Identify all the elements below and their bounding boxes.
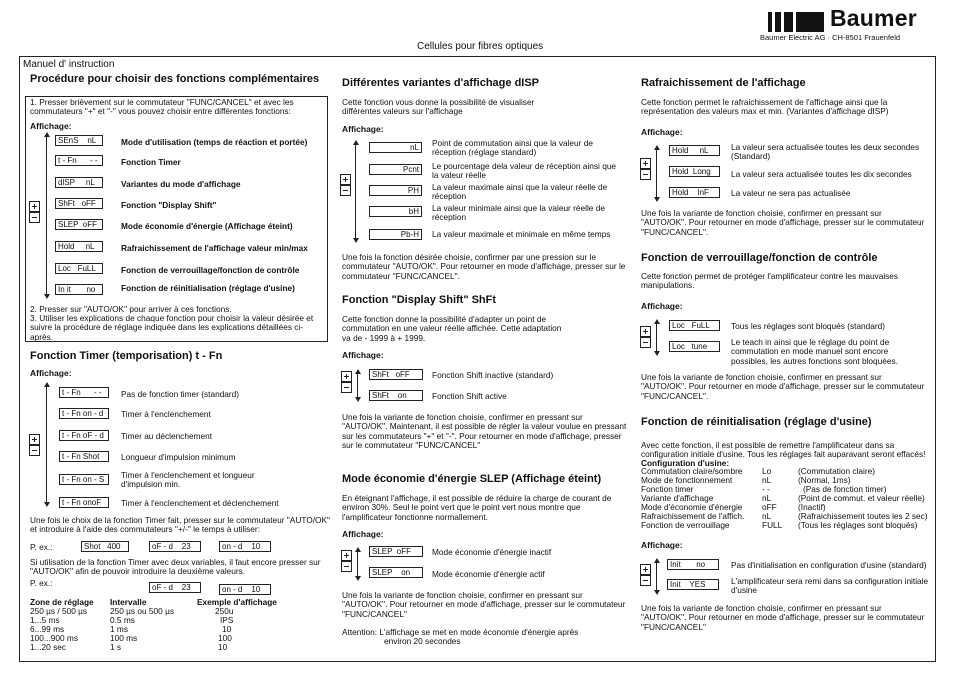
menu-display-shift[interactable]: ShFt oFF [55, 198, 103, 209]
example-label-2: P. ex.: [30, 578, 53, 588]
shift-display-off[interactable]: ShFt oFF [369, 369, 423, 380]
disp-plus-minus-keys-icon [340, 174, 351, 196]
hold-down-arrow-icon [654, 197, 660, 202]
brand-logo: Baumer [830, 5, 917, 31]
table-cell: 250 µs ou 500 µs [110, 606, 174, 616]
example2-display-of-d[interactable]: oF - d 23 [149, 582, 201, 593]
variable-text: Si utilisation de la fonction Timer avec deux variables, il faut encore presser sur "AUTO/OK" afin de pouvoir introduire la deuxième valeurs. [30, 557, 321, 577]
timer-label-of-d: Timer au déclenchement [121, 431, 213, 441]
up-arrow-icon [44, 132, 50, 137]
loc-affichage-label: Affichage: [641, 301, 683, 311]
shift-intro: Cette fonction donne la possibilité d'adapter un point de commutation en une valeur réelle affichée. Cette adaptation va de - 1999 à + 1999. [342, 314, 562, 343]
hold-display-long[interactable]: Hold Long [669, 166, 720, 177]
table-cell: 100...900 ms [30, 633, 78, 643]
init-affichage-label: Affichage: [641, 540, 683, 550]
sleep-display-on[interactable]: SLEP on [369, 567, 423, 578]
config-note: (Inactif) [798, 502, 826, 512]
hold-plus-minus-keys-icon [640, 158, 651, 180]
timer-plus-minus-keys-icon [29, 434, 40, 456]
config-name: Fonction timer [641, 484, 694, 494]
config-value: Lo [762, 466, 772, 476]
menu-label-timer: Fonction Timer [121, 157, 181, 167]
loc-down-arrow-icon [654, 351, 660, 356]
shift-plus-minus-keys-icon [341, 371, 352, 393]
disp-label-ph: La valeur maximale ainsi que la valeur réelle de réception [432, 182, 608, 202]
menu-display-loc[interactable]: Loc FuLL [55, 263, 103, 274]
timer-affichage-label: Affichage: [30, 368, 72, 378]
menu-display-init[interactable]: In it no [55, 284, 103, 295]
timer-label-shot: Longueur d'impulsion minimum [121, 452, 236, 462]
config-note: (Normal, 1ms) [798, 475, 851, 485]
disp-title: Différentes variantes d'affichage dISP [342, 77, 540, 89]
timer-display-on-d[interactable]: t - Fn on - d [59, 408, 109, 419]
menu-label-hold: Rafraichissement de l'affichage valeur min/max [121, 243, 308, 253]
disp-label-pcnt: Le pourcentage dela valeur de réception ainsi que la valeur réelle [432, 161, 617, 181]
sleep-up-arrow-icon [355, 547, 361, 552]
hold-title: Rafraichissement de l'affichage [641, 77, 806, 89]
hold-intro: Cette fonction permet le rafraichissement de l'affichage ainsi que la représentation des valeurs max et min. (Variantes d'affichage dISP) [641, 97, 889, 117]
shift-confirm: Une fois la variante de fonction choisie, confirmer en pressant sur "AUTO/OK". Maintenant, il est possible de régler la valeur voulue en pressant sur les commutateurs "+" et "-". Pour retourner en mode d'affichage, presser sur le commutateur "FUNC/CANCEL" [342, 412, 627, 450]
table-cell: 100 ms [110, 633, 138, 643]
hold-confirm: Une fois la variante de fonction choisie, confirmer en pressant sur "AUTO/OK". Pour retourner en mode d'affichage, presser sur le commutateur "FUNC/CANCEL". [641, 208, 925, 237]
menu-display-sleep[interactable]: SLEP oFF [55, 219, 103, 230]
sleep-attention-2: environ 20 secondes [384, 636, 461, 646]
menu-display-sens[interactable]: SEnS nL [55, 135, 103, 146]
disp-scroll-line [355, 144, 356, 240]
down-arrow-icon [44, 294, 50, 299]
hold-display-inf[interactable]: Hold InF [669, 187, 720, 198]
disp-label-pbh: La valeur maximale et minimale en même temps [432, 229, 611, 239]
timer-scroll-line [46, 386, 47, 504]
sleep-label-on: Mode économie d'énergie actif [432, 569, 545, 579]
timer-display-shot[interactable]: t - Fn Shot [59, 451, 109, 462]
loc-display-full[interactable]: Loc FuLL [669, 320, 720, 331]
config-note: (Rafraichissement toutes les 2 sec) [798, 511, 928, 521]
timer-title: Fonction Timer (temporisation) t - Fn [30, 350, 223, 362]
step-1: 1. Presser brièvement sur le commutateur "FUNC/CANCEL" et avec les commutateurs "+" et "-" vous pouvez choisir entre différentes fonctions: [30, 97, 294, 117]
disp-intro: Cette fonction vous donne la possibilité de visualiser différentes valeurs sur l'affichage [342, 97, 535, 117]
document-title: Cellules pour fibres optiques [417, 41, 544, 52]
plus-minus-keys-icon [29, 201, 40, 223]
sleep-title: Mode économie d'énergie SLEP (Affichage éteint) [342, 473, 602, 485]
timer-up-arrow-icon [44, 382, 50, 387]
config-value: - - [762, 484, 770, 494]
timer-label-none: Pas de fonction timer (standard) [121, 389, 240, 399]
table-cell: 100 [218, 633, 232, 643]
hold-affichage-label: Affichage: [641, 127, 683, 137]
sleep-confirm: Une fois la variante de fonction choisie, confirmer en pressant sur "AUTO/OK". Pour retourner en mode d'affichage, presser sur le commutateur "FUNC/CANCEL" [342, 590, 626, 619]
sleep-label-off: Mode économie d'énergie inactif [432, 547, 552, 557]
config-note: (Point de commut. et valeur réelle) [798, 493, 925, 503]
example-display-shot[interactable]: Shot 400 [81, 541, 129, 552]
hold-up-arrow-icon [654, 145, 660, 150]
timer-display-on-s[interactable]: t - Fn on - S [59, 474, 109, 485]
init-confirm: Une fois la variante de fonction choisie, confirmer en pressant sur "AUTO/OK". Pour retourner en mode d'affichage, presser sur le commutateur "FUNC/CANCEL" [641, 603, 925, 632]
hold-display-nl[interactable]: Hold nL [669, 145, 720, 156]
timer-display-none[interactable]: t - Fn - - [59, 387, 109, 398]
baumer-logo-bars [768, 12, 826, 32]
hold-label-inf: La valeur ne sera pas actualisée [731, 188, 851, 198]
disp-display-pbh[interactable]: Pb-H [369, 229, 422, 240]
shift-up-arrow-icon [355, 369, 361, 374]
config-note: (Tous les réglages sont bloqués) [798, 520, 918, 530]
shift-display-on[interactable]: ShFt on [369, 390, 423, 401]
timer-confirm-text: Une fois le choix de la fonction Timer fait, presser sur le commutateur "AUTO/OK" et introduire à l'aide des commutateurs "+/-" le temps à utiliser: [30, 515, 330, 535]
disp-display-ph[interactable]: PH [369, 185, 422, 196]
config-name: Commutation claire/sombre [641, 466, 743, 476]
table-header-interval: Intervalle [110, 597, 147, 607]
menu-display-hold[interactable]: Hold nL [55, 241, 103, 252]
menu-label-loc: Fonction de verrouillage/fonction de contrôle [121, 265, 300, 275]
timer-display-of-d[interactable]: t - Fn oF - d [59, 430, 109, 441]
shift-scroll-line [357, 373, 358, 399]
example2-display-on-d[interactable]: on - d 10 [219, 584, 271, 595]
shift-label-off: Fonction Shift inactive (standard) [432, 370, 554, 380]
example-label-1: P. ex.: [30, 542, 53, 552]
table-cell: 1 ms [110, 624, 128, 634]
config-name: Mode de fonctionnement [641, 475, 733, 485]
init-up-arrow-icon [654, 558, 660, 563]
loc-title: Fonction de verrouillage/fonction de contrôle [641, 252, 878, 264]
sleep-down-arrow-icon [355, 576, 361, 581]
disp-up-arrow-icon [353, 140, 359, 145]
table-cell: 250 µs / 500 µs [30, 606, 88, 616]
init-plus-minus-keys-icon [640, 564, 651, 586]
disp-label-bh: La valeur minimale ainsi que la valeur réelle de réception [432, 203, 605, 223]
timer-label-on-d: Timer à l'enclenchement [121, 409, 211, 419]
config-name: Mode d'économie d'énergie [641, 502, 743, 512]
sleep-plus-minus-keys-icon [341, 550, 352, 572]
timer-label-on-s: Timer à l'enclenchement et longueur d'impulsion min. [121, 470, 255, 490]
affichage-label: Affichage: [30, 121, 72, 131]
shift-down-arrow-icon [355, 397, 361, 402]
table-cell: 1...5 ms [30, 615, 60, 625]
timer-display-onof[interactable]: t - Fn onoF [59, 497, 109, 508]
config-value: oFF [762, 502, 777, 512]
disp-display-bh[interactable]: bH [369, 206, 422, 217]
config-value: FULL [762, 520, 783, 530]
shift-affichage-label: Affichage: [342, 350, 384, 360]
step-2: 2. Presser sur "AUTO/OK" pour arriver à ces fonctions. [30, 304, 232, 314]
config-name: Variante d'affichage [641, 493, 714, 503]
table-cell: 1 s [110, 642, 122, 652]
config-note: (Commutation claire) [798, 466, 875, 476]
init-scroll-line [656, 562, 657, 592]
shift-title: Fonction "Display Shift" ShFt [342, 294, 497, 306]
loc-display-tune[interactable]: Loc tune [669, 341, 720, 352]
loc-plus-minus-keys-icon [640, 326, 651, 348]
loc-intro: Cette fonction permet de protéger l'amplificateur contre les mauvaises manipulations. [641, 271, 899, 291]
manual-label: Manuel d' instruction [23, 59, 115, 70]
company-info: Baumer Electric AG · CH-8501 Frauenfeld [760, 33, 901, 42]
config-value: nL [762, 493, 772, 503]
procedure-title: Procédure pour choisir des fonctions complémentaires [30, 73, 320, 85]
shift-label-on: Fonction Shift active [432, 391, 507, 401]
sleep-display-off[interactable]: SLEP oFF [369, 546, 423, 557]
example-display-on-d[interactable]: on - d 10 [219, 541, 271, 552]
menu-label-disp: Variantes du mode d'affichage [121, 179, 241, 189]
sleep-affichage-label: Affichage: [342, 529, 384, 539]
hold-scroll-line [656, 149, 657, 199]
hold-label-nl: La valeur sera actualisée toutes les deux secondes (Standard) [731, 142, 920, 162]
config-note: (Pas de fonction timer) [803, 484, 887, 494]
disp-down-arrow-icon [353, 238, 359, 243]
table-header-zone: Zone de réglage [30, 597, 94, 607]
sleep-attention: Attention: L'affichage se met en mode économie d'énergie après [342, 627, 579, 637]
menu-display-timer[interactable]: t - Fn - - [55, 155, 103, 166]
config-value: nL [762, 475, 772, 485]
loc-up-arrow-icon [654, 319, 660, 324]
menu-label-sens: Mode d'utilisation (temps de réaction et portée) [121, 137, 308, 147]
menu-label-init: Fonction de réinitialisation (réglage d'usine) [121, 283, 295, 293]
menu-label-sleep: Mode économie d'énergie (Affichage éteint) [121, 221, 293, 231]
table-cell: 10 [222, 624, 232, 634]
table-cell: 6...99 ms [30, 624, 65, 634]
init-title: Fonction de réinitialisation (réglage d'usine) [641, 416, 872, 428]
timer-label-onof: Timer à l'enclenchement et déclenchement [121, 498, 279, 508]
table-cell: IPS [220, 615, 234, 625]
timer-down-arrow-icon [44, 502, 50, 507]
disp-affichage-label: Affichage: [342, 124, 384, 134]
loc-confirm: Une fois la variante de fonction choisie, confirmer en pressant sur "AUTO/OK". Pour retourner en mode d'affichage, presser sur le commutateur "FUNC/CANCEL". [641, 372, 925, 401]
loc-label-tune: Le teach in ainsi que le réglage du point de commutation en mode manuel sont encore possibles, les autres fonctions sont bloquées. [731, 337, 898, 366]
table-cell: 1...20 sec [30, 642, 66, 652]
disp-label-nl: Point de commutation ainsi que la valeur de réception (réglage standard) [432, 138, 593, 158]
sleep-scroll-line [357, 551, 358, 578]
menu-label-shift: Fonction "Display Shift" [121, 200, 217, 210]
config-name: Fonction de verrouillage [641, 520, 730, 530]
hold-label-long: La valeur sera actualisée toutes les dix secondes [731, 169, 912, 179]
scroll-line [46, 136, 47, 296]
disp-display-nl[interactable]: nL [369, 142, 422, 153]
config-name: Rafraichissement de l'affich. [641, 511, 745, 521]
disp-confirm: Une fois la fonction désirée choisie, confirmer par une pression sur le commutateur "AUTO/OK". Pour retourner en mode d'affichage, presser sur le commutateur "FUNC/CANCEL". [342, 252, 626, 281]
init-display-yes[interactable]: Init YES [667, 579, 719, 590]
menu-display-disp[interactable]: dlSP nL [55, 177, 103, 188]
loc-label-full: Tous les réglages sont bloqués (standard) [731, 321, 886, 331]
init-display-no[interactable]: Init no [667, 559, 719, 570]
table-cell: 0.5 ms [110, 615, 135, 625]
table-header-example: Exemple d'affichage [197, 597, 277, 607]
table-cell: 10 [218, 642, 228, 652]
init-down-arrow-icon [654, 590, 660, 595]
init-intro: Avec cette fonction, il est possible de remettre l'amplificateur dans sa configuration initiale d'usine. Tous les réglages fait auparavant seront effacés! [641, 440, 926, 460]
init-label-yes: L'amplificateur sera remi dans sa configuration initiale d'usine [731, 576, 929, 596]
step-3: 3. Utiliser les explications de chaque fonction pour choisir la valeur désirée et suivre la procédure de réglage indiquée dans les explications détaillées ci-après. [30, 313, 314, 342]
config-title: Configuration d'usine: [641, 458, 730, 468]
config-value: nL [762, 511, 772, 521]
sleep-intro: En éteignant l'affichage, il est possible de réduire la charge de courant de environ 30%. Seul le point vert que le point vert nous montre que l'amplificateur fonctionne normallement. [342, 493, 612, 522]
table-cell: 250u [215, 606, 234, 616]
disp-display-pcnt[interactable]: Pcnt [369, 164, 422, 175]
loc-scroll-line [656, 323, 657, 353]
init-label-no: Pas d'initialisation en configuration d'usine (standard) [731, 560, 927, 570]
example-display-of-d[interactable]: oF - d 23 [149, 541, 201, 552]
